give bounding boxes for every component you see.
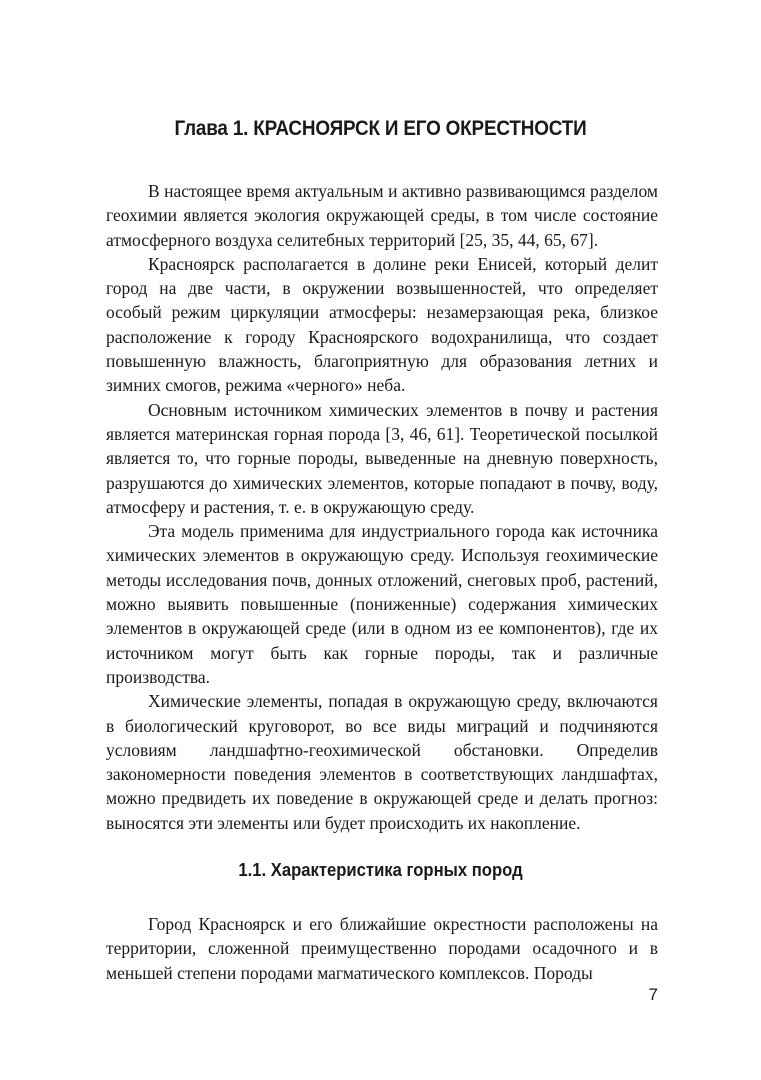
paragraph: Эта модель применима для индустриального города как источника химических элементов в окружающую среду. Используя геохимические методы исследования почв, донных отложений, снеговых проб, растений, можно выявить повышенные (пониженные) содержания химических элементов в окружающей среде (или в одном из ее компонентов), где их источником могут быть как горные породы, так и различные производства. (106, 521, 658, 687)
paragraph: Химические элементы, попадая в окружающую среду, включаются в биологический круговорот, во все виды миграций и подчиняются условиям ландшафтно-геохимической обстановки. Определив закономерности поведения элементов в соответствующих ландшафтах, можно предвидеть их поведение в окружающей среде и делать прогноз: выносятся эти элементы или будет происходить их накопление. (106, 691, 658, 833)
section-text (106, 912, 658, 985)
section-title: 1.1. Характеристика горных пород (238, 859, 523, 881)
chapter-title: Глава 1. КРАСНОЯРСК И ЕГО ОКРЕСТНОСТИ (174, 117, 587, 141)
paragraph: Красноярск располагается в долине реки Енисей, который делит город на две части, в окружении возвышенностей, что определяет особый режим циркуляции атмосферы: незамерзающая река, близкое расположение к городу Красноярского водохранилища, что создает повышенную влажность, благоприятную для образования летних и зимних смогов, режима «черного» неба. (106, 253, 658, 396)
paragraph: В настоящее время актуальным и активно развивающимся разделом геохимии является экология окружающей среды, в том числе состояние атмосферного воздуха селитебных территорий [25, 35, 44, 65, 67]. (106, 181, 658, 250)
paragraph: Основным источником химических элементов в почву и растения является материнская горная порода [3, 46, 61]. Теоретической посылкой является то, что горные породы, выведенные на дневную поверхность, разрушаются до химических элементов, которые попадают в почву, воду, атмосферу и растения, т. е. в окружающую среду. (106, 399, 658, 517)
page-number: 7 (648, 985, 658, 1004)
chapter-intro-text (106, 179, 658, 835)
paragraph: Город Красноярск и его ближайшие окрестности расположены на территории, сложенной преимущественно породами осадочного и в меньшей степени породами магматического комплексов. Породы (106, 914, 658, 983)
